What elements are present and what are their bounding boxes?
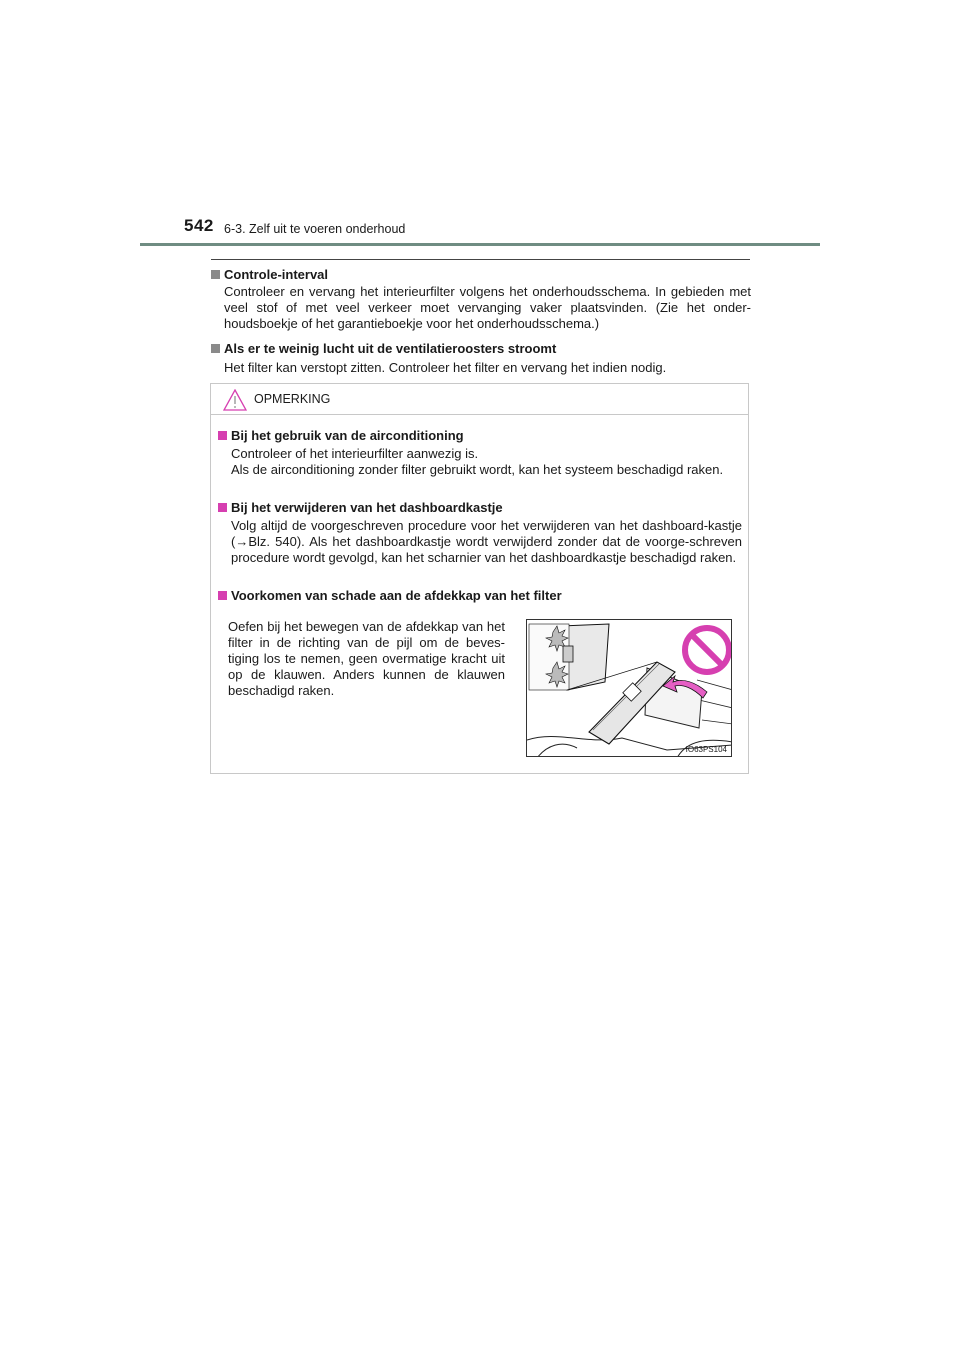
section-body: Controleer en vervang het interieurfilter volgens het onderhoudsschema. In gebieden met veel stof of met veel verkeer moet vervanging vaker plaatsvinden. (Zie het onder-houdsboekje of het garantieboekje voor het onderhoudsschema.) (224, 284, 751, 331)
section-weinig-lucht (211, 340, 751, 376)
bullet-square-icon (211, 344, 220, 353)
filter-cover-illustration (526, 619, 732, 757)
section-title: Controle-interval (224, 267, 329, 282)
notice-header (211, 384, 748, 415)
notice-label: OPMERKING (254, 392, 331, 406)
notice-item-title: Bij het gebruik van de airconditioning (231, 428, 464, 443)
header-rule (140, 243, 820, 246)
notice-item-title: Voorkomen van schade aan de afdekkap van het filter (231, 588, 562, 603)
notice-item-airconditioning (218, 427, 742, 478)
notice-item-line: Als de airconditioning zonder filter gebruikt wordt, kan het systeem beschadigd raken. (231, 462, 724, 477)
bullet-square-icon (218, 503, 227, 512)
notice-item-line: Controleer of het interieurfilter aanwezig is. (231, 446, 479, 461)
notice-item-body (231, 518, 742, 566)
section-body: Het filter kan verstopt zitten. Controleer het filter en vervang het indien nodig. (224, 360, 667, 375)
section-title: Als er te weinig lucht uit de ventilatieroosters stroomt (224, 341, 557, 356)
notice-item-body: Oefen bij het bewegen van de afdekkap van het filter in de richting van de pijl om de beves-tiging los te nemen, geen overmatige kracht uit op de klauwen. Anders kunnen de klauwen beschadigd raken. (228, 619, 505, 698)
filter-cover-drawing (527, 620, 732, 757)
figure-code: IO63PS104 (685, 745, 727, 754)
section-controle-interval (211, 266, 751, 332)
notice-item-title: Bij het verwijderen van het dashboardkastje (231, 500, 503, 515)
body-text-part: Volg altijd de voorgeschreven procedure voor het verwijderen van het dashboard-kastje ( (231, 518, 742, 549)
notice-item-afdekkap (218, 587, 742, 604)
body-text-part: Blz. 540). Als het dashboardkastje wordt verwijderd zonder dat de voorge-schreven procedure wordt gevolgd, kan het scharnier van het dashboardkastje beschadigd raken. (231, 534, 742, 565)
bullet-square-icon (211, 270, 220, 279)
warning-triangle-icon (223, 389, 247, 411)
page-header (0, 0, 960, 250)
page-number: 542 (184, 216, 214, 235)
chapter-title: 6-3. Zelf uit te voeren onderhoud (224, 222, 406, 236)
content-divider (211, 259, 750, 260)
arrow-right-icon: → (235, 534, 249, 549)
bullet-square-icon (218, 431, 227, 440)
bullet-square-icon (218, 591, 227, 600)
notice-item-dashboardkastje (218, 499, 742, 566)
